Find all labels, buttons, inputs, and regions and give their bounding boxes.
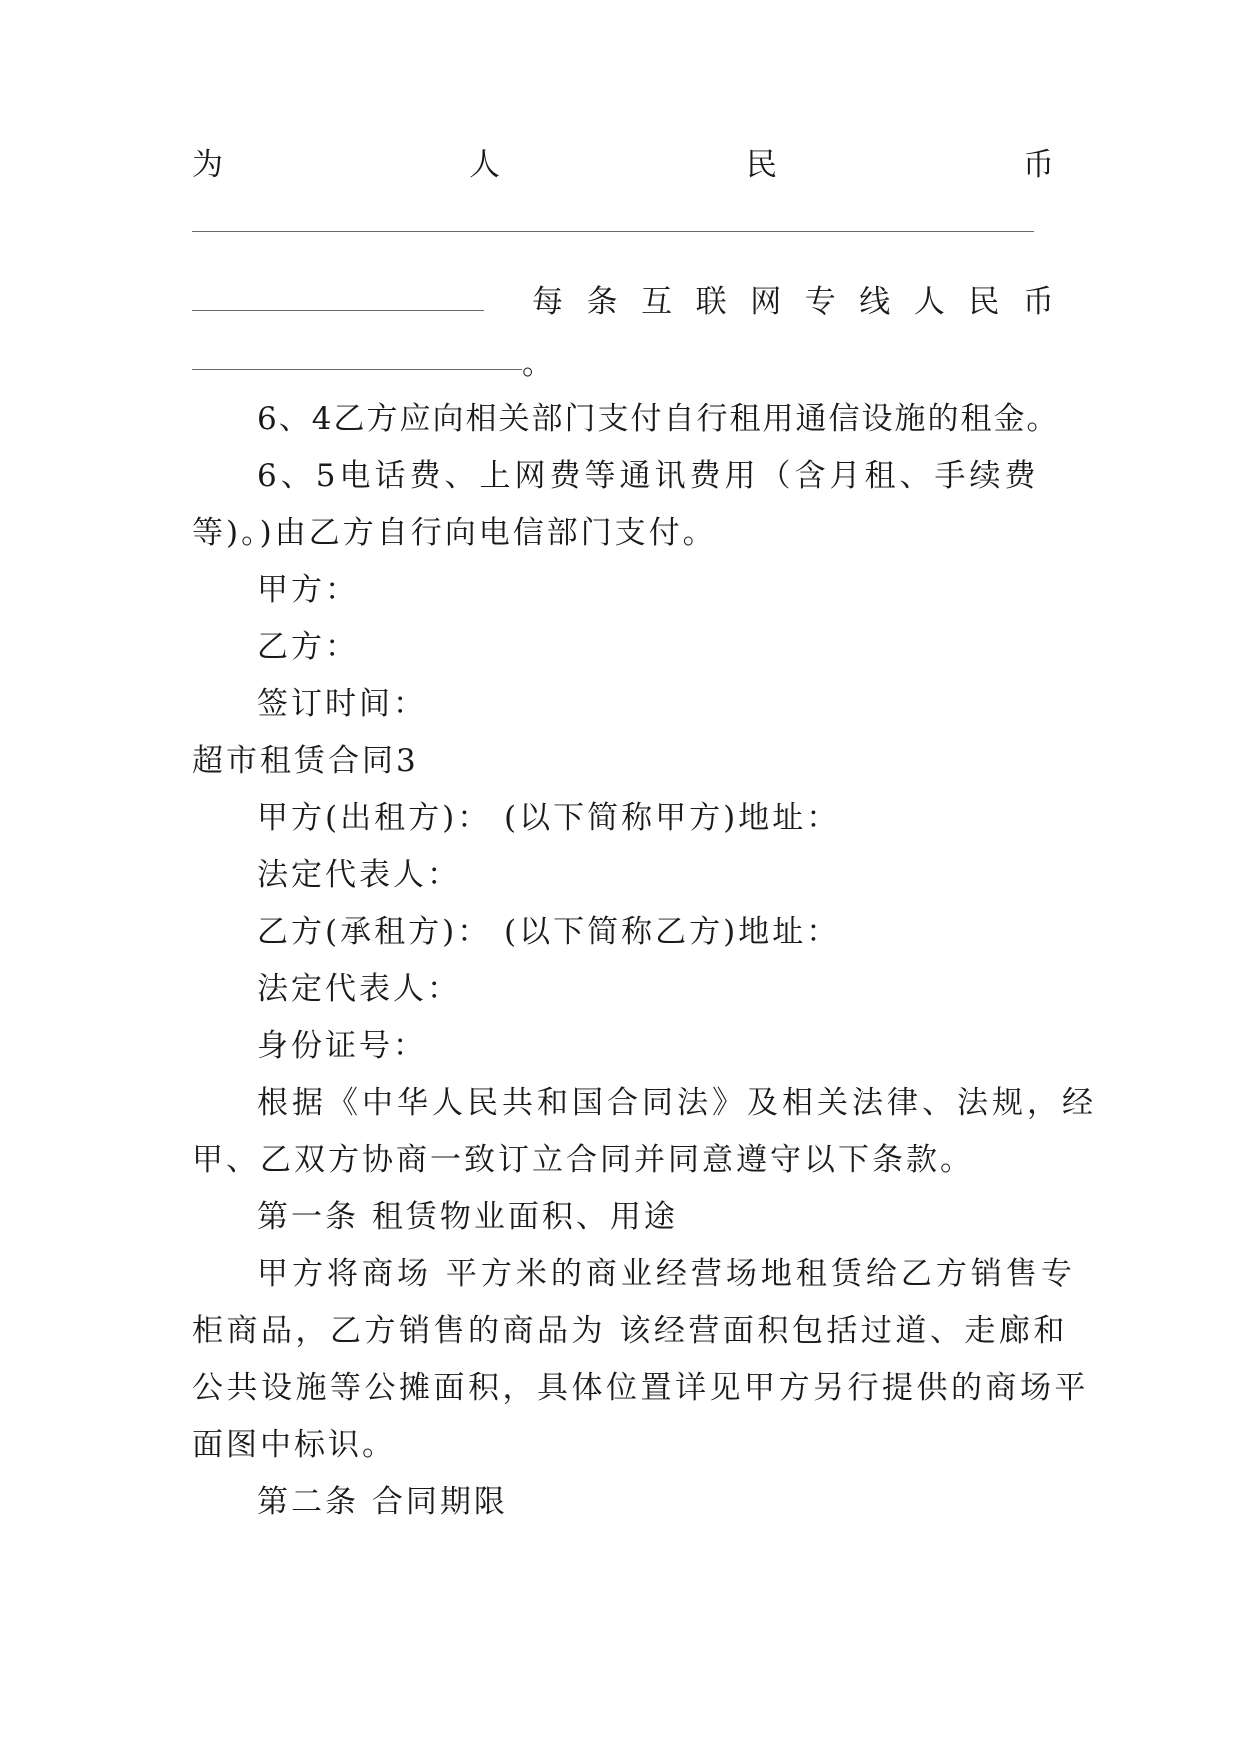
fragment-char: 民: [746, 147, 777, 183]
fragment-char: 人: [913, 284, 945, 320]
party-a-info: 甲方(出租方)： (以下简称甲方)地址：: [257, 800, 841, 836]
fragment-char: 币: [1022, 284, 1054, 320]
fragment-char: 民: [968, 284, 1000, 320]
article-1-line-1: 甲方将商场 平方米的商业经营场地租赁给乙方销售专: [257, 1256, 1076, 1292]
fragment-char: 为: [192, 147, 223, 183]
fragment-char: 币: [1023, 147, 1054, 183]
fragment-char: 互: [641, 284, 673, 320]
preamble-line-2: 甲、乙双方协商一致订立合同并同意遵守以下条款。: [192, 1142, 974, 1178]
fragment-char: 联: [695, 284, 727, 320]
article-1-line-3: 公共设施等公摊面积，具体位置详见甲方另行提供的商场平: [192, 1370, 1089, 1406]
fragment-char: 人: [469, 147, 500, 183]
fragment-char: 专: [804, 284, 836, 320]
party-b-info: 乙方(承租方)： (以下简称乙方)地址：: [257, 914, 841, 950]
fragment-char: 网: [750, 284, 782, 320]
sentence-end-mark: 。: [522, 346, 553, 382]
party-b-representative: 法定代表人：: [257, 971, 461, 1007]
article-1-line-2: 柜商品，乙方销售的商品为 该经营面积包括过道、走廊和: [192, 1313, 1068, 1349]
fill-in-blank-line: [192, 310, 484, 311]
fragment-char: 线: [859, 284, 891, 320]
article-1-line-4: 面图中标识。: [192, 1427, 396, 1463]
id-number: 身份证号：: [257, 1028, 427, 1064]
signing-date: 签订时间：: [257, 686, 427, 722]
fragment-line-1: [192, 145, 1054, 185]
preamble-line-1: 根据《中华人民共和国合同法》及相关法律、法规，经: [257, 1085, 1097, 1121]
fragment-line-3: [532, 282, 1054, 322]
fill-in-blank-line: [192, 231, 1034, 232]
clause-6-4: 6、4乙方应向相关部门支付自行租用通信设施的租金。: [257, 401, 1060, 437]
party-a-representative: 法定代表人：: [257, 857, 461, 893]
fill-in-blank-line: [192, 369, 522, 370]
clause-6-5-line-2: 等)。)由乙方自行向电信部门支付。: [192, 515, 717, 551]
signature-party-a: 甲方：: [257, 572, 359, 608]
fragment-char: 条: [586, 284, 618, 320]
fragment-char: 每: [532, 284, 563, 320]
article-2-title: 第二条 合同期限: [257, 1484, 508, 1520]
signature-party-b: 乙方：: [257, 629, 359, 665]
clause-6-5-line-1: 6、5电话费、上网费等通讯费用（含月租、手续费: [257, 458, 1040, 494]
contract-title: 超市租赁合同3: [192, 743, 419, 779]
article-1-title: 第一条 租赁物业面积、用途: [257, 1199, 678, 1235]
